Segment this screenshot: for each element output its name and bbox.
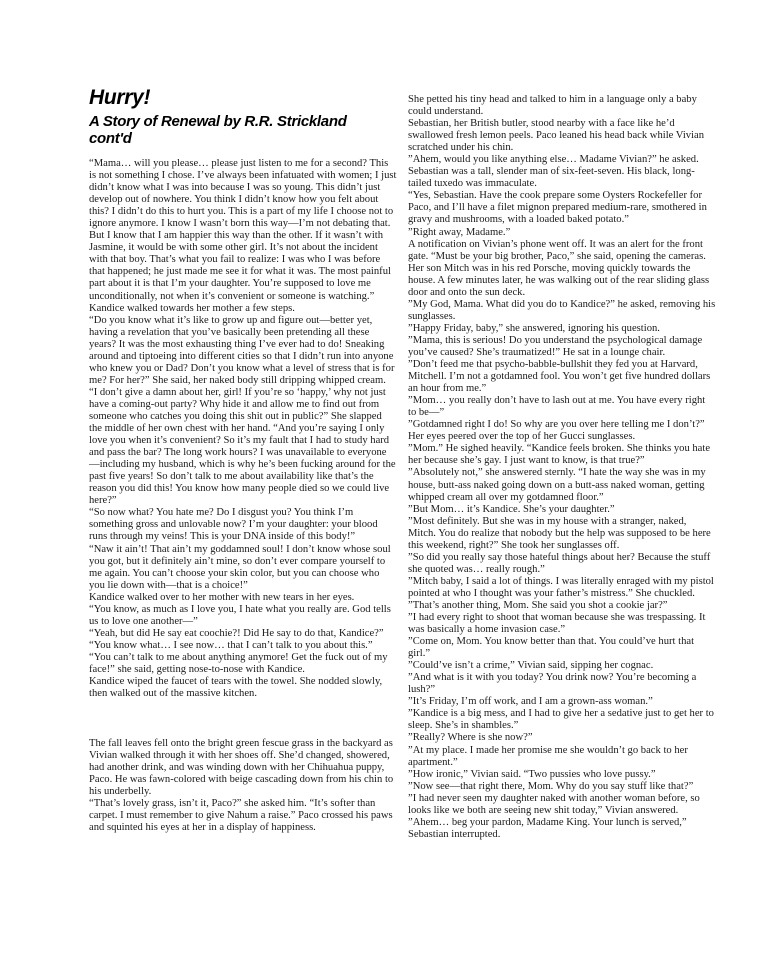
paragraph: “That’s lovely grass, isn’t it, Paco?” she asked him. “It’s softer than carpet. I must remember to give Nahum a raise.” Paco crossed his paws and squinted his eyes at her in a display of happiness.	[89, 798, 393, 834]
paragraph: ”Come on, Mom. You know better than that. You could’ve hurt that girl.”	[408, 636, 695, 660]
paragraph: ”Happy Friday, baby,” she answered, ignoring his question.	[408, 322, 660, 334]
paragraph: ”And what is it with you today? You drink now? You’re becoming a lush?”	[408, 672, 697, 696]
paragraph: ”At my place. I made her promise me she wouldn’t go back to her apartment.”	[408, 744, 688, 768]
paragraph: ”Mitch baby, I said a lot of things. I was literally enraged with my pistol pointed at who I thought was your father’s mistress.” She chuckled.	[408, 575, 714, 599]
section-break	[89, 700, 397, 738]
left-column	[89, 86, 397, 834]
paragraph: “Do you know what it’s like to grow up and figure out—better yet, having a revelation that you’ve basically been pretending all these years? It was the most exhausting thing I’ve ever had to do! Sneaking around and tiptoeing into different cities so that I didn’t run into anyone who knew you or Dad? Don’t you know what a level of stress that is for me? For her?” She said, her naked body still dripping whipped cream.	[89, 314, 395, 386]
paragraph: ”Kandice is a big mess, and I had to give her a sedative just to get her to sleep. She’s in shambles.”	[408, 708, 714, 732]
paragraph: Sebastian, her British butler, stood nearby with a face like he’d swallowed fresh lemon peels. Paco leaned his head back while Vivian scratched under his chin.	[408, 118, 704, 154]
paragraph: ”Mom.” He sighed heavily. “Kandice feels broken. She thinks you hate her because she’s gay. I just want to know, is that true?”	[408, 443, 711, 467]
right-column	[408, 94, 716, 841]
story-subtitle: A Story of Renewal by R.R. Strickland cont'd	[89, 113, 347, 147]
paragraph: ”How ironic,” Vivian said. “Two pussies who love pussy.”	[408, 768, 656, 780]
paragraph: ”But Mom… it’s Kandice. She’s your daughter.”	[408, 503, 615, 515]
paragraph: She petted his tiny head and talked to him in a language only a baby could understand.	[408, 94, 697, 118]
paragraph: “Naw it ain’t! That ain’t my goddamned soul! I don’t know whose soul you got, but it definitely ain’t mine, so don’t ever compare yourself to me again. You can’t choose your skin color, but you can choose who you lie down with—that is a choice!”	[89, 543, 391, 591]
paragraph: ”Right away, Madame.”	[408, 226, 511, 238]
paragraph: ”Now see—that right there, Mom. Why do you say stuff like that?”	[408, 780, 694, 792]
paragraph: “Yes, Sebastian. Have the cook prepare some Oysters Rockefeller for Paco, and I’ll have a filet mignon prepared medium-rare, smothered in gravy and mushrooms, with a loaded baked potato.”	[408, 190, 707, 226]
paragraph: “Mama… will you please… please just listen to me for a second? This is not something I chose. I’ve always been infatuated with women; I just didn’t know what I was into because I was so young. This didn’t just develop out of nowhere. You think I didn’t know how you felt about this? I didn’t do this to hurt you. This is a part of my life I choose not to ignore anymore. I know I wasn’t born this way—I’m not debating that. But I know that I am happier this way than the other. If it wasn’t with Jasmine, it would be with some other girl. It’s not about the incident with that boy. That’s what you fail to realize: I was who I was before that happened; he just made me see it for what it was. The most painful part about it is that I’m your daughter. You’re supposed to love me unconditionally, not when it’s convenient or someone is watching.” Kandice walked towards her mother a few steps.	[89, 158, 397, 314]
paragraph: ”Mama, this is serious! Do you understand the psychological damage you’ve caused? She’s traumatized!” He sat in a lounge chair.	[408, 334, 703, 358]
paragraph: ”Most definitely. But she was in my house with a stranger, naked, Mitch. You do realize that nobody but the help was supposed to be here this weekend, right?” She took her sunglasses off.	[408, 515, 711, 551]
paragraph: ”I had every right to shoot that woman because she was trespassing. It was basically a home invasion case.”	[408, 612, 706, 636]
paragraph: ”Gotdamned right I do! So why are you over here telling me I don’t?” Her eyes peered over the top of her Gucci sunglasses.	[408, 419, 705, 443]
paragraph: ”That’s another thing, Mom. She said you shot a cookie jar?”	[408, 599, 668, 611]
paragraph: “You know, as much as I love you, I hate what you really are. God tells us to love one another—”	[89, 603, 391, 627]
paragraph: “I don’t give a damn about her, girl! If you’re so ‘happy,’ why not just have a coming-out party? Why hide it and allow me to find out from someone who catches you doing this shit out in public?” She slapped the middle of her own chest with her hand. “And you’re saying I only love you when it’s convenient? So it’s my fault that I had to study hard and pass the bar? The long work hours? I was unavailable to everyone—including my husband, which is why he’s been fucking around for the past five years! So don’t talk to me about availability like that’s the reason you did this! You know how many people died so we could live here?”	[89, 386, 396, 507]
paragraph: ”Really? Where is she now?”	[408, 732, 533, 744]
paragraph: Kandice wiped the faucet of tears with the towel. She nodded slowly, then walked out of the massive kitchen.	[89, 676, 383, 700]
paragraph: “You know what… I see now… that I can’t talk to you about this.”	[89, 639, 373, 651]
paragraph: ”Ahem… beg your pardon, Madame King. Your lunch is served,” Sebastian interrupted.	[408, 816, 687, 840]
paragraph: ”Ahem, would you like anything else… Madame Vivian?” he asked. Sebastian was a tall, slender man of six-feet-seven. His black, long-tailed tuxedo was immaculate.	[408, 154, 699, 190]
paragraph: A notification on Vivian’s phone went off. It was an alert for the front gate. “Must be your big brother, Paco,” she said, opening the cameras. Her son Mitch was in his red Porsche, moving quickly towards the house. A few minutes later, he was walking out of the rear sliding glass door and onto the sun deck.	[408, 238, 710, 298]
paragraph: The fall leaves fell onto the bright green fescue grass in the backyard as Vivian walked through it with her shoes off. She’d changed, showered, had another drink, and was winding down with her Chihuahua puppy, Paco. He was fawn-colored with beige cascading down from his chin to his underbelly.	[89, 738, 394, 798]
paragraph: ”So did you really say those hateful things about her? Because the stuff she quoted was… really rough.”	[408, 551, 711, 575]
paragraph: “You can’t talk to me about anything anymore! Get the fuck out of my face!” she said, getting nose-to-nose with Kandice.	[89, 651, 388, 675]
paragraph: ”Don’t feed me that psycho-babble-bullshit they fed you at Harvard, Mitchell. I’m not a gotdamned fool. You won’t get five hundred dollars an hour from me.”	[408, 359, 711, 395]
paragraph: “Yeah, but did He say eat coochie?! Did He say to do that, Kandice?”	[89, 627, 384, 639]
paragraph: ”I had never seen my daughter naked with another woman before, so looks like we both are seeing new shit today,” Vivian answered.	[408, 792, 700, 816]
paragraph: Kandice walked over to her mother with new tears in her eyes.	[89, 591, 355, 603]
paragraph: ”My God, Mama. What did you do to Kandice?” he asked, removing his sunglasses.	[408, 298, 716, 322]
paragraph: ”It’s Friday, I’m off work, and I am a grown-ass woman.”	[408, 696, 653, 708]
paragraph: “So now what? You hate me? Do I disgust you? You think I’m something gross and unlovable now? I’m your daughter: your blood runs through my veins! This is your DNA inside of this body!”	[89, 507, 378, 543]
paragraph: ”Absolutely not,” she answered sternly. “I hate the way she was in my house, butt-ass naked going down on a butt-ass naked woman, getting whipped cream all over my gotdamned floor.”	[408, 467, 706, 503]
paragraph: ”Mom… you really don’t have to lash out at me. You have every right to be—”	[408, 395, 706, 419]
paragraph: ”Could’ve isn’t a crime,” Vivian said, sipping her cognac.	[408, 660, 654, 672]
story-title: Hurry!	[89, 86, 151, 109]
